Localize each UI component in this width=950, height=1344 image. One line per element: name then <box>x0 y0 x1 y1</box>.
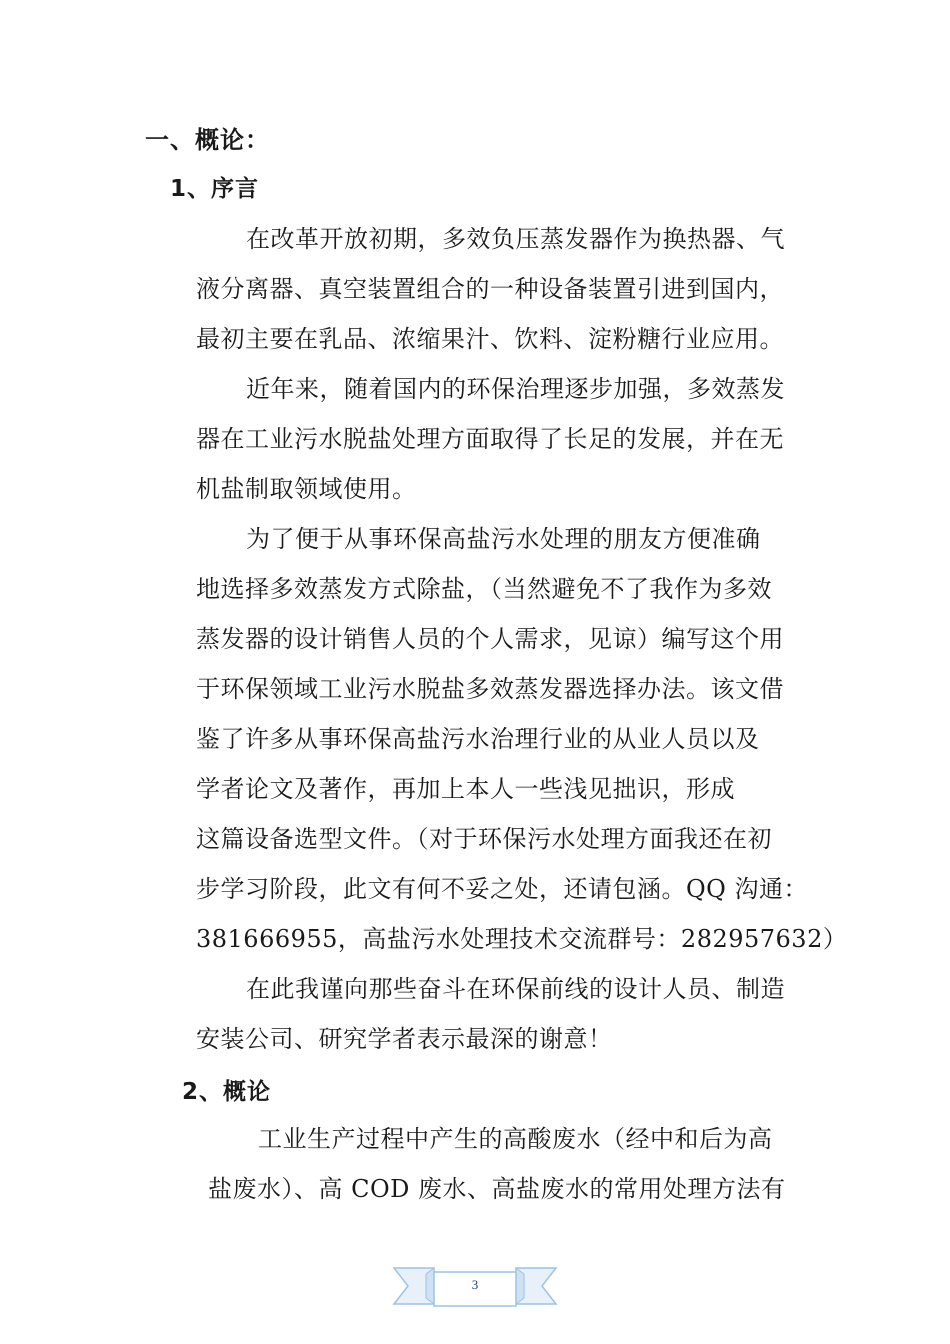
paragraph-line: 机盐制取领域使用。 <box>196 475 417 503</box>
paragraph-line: 在改革开放初期，多效负压蒸发器作为换热器、气 <box>246 225 785 253</box>
paragraph-line: 盐废水）、高 COD 废水、高盐废水的常用处理方法有 <box>208 1175 786 1203</box>
section-heading-overview: 2、概论 <box>182 1079 272 1105</box>
paragraph-line: 器在工业污水脱盐处理方面取得了长足的发展，并在无 <box>196 425 784 453</box>
paragraph-line: 工业生产过程中产生的高酸废水（经中和后为高 <box>258 1125 773 1153</box>
paragraph-line: 381666955，高盐污水处理技术交流群号：282957632） <box>196 925 848 953</box>
paragraph-line: 为了便于从事环保高盐污水处理的朋友方便准确 <box>246 525 761 553</box>
section-heading-preface: 1、序言 <box>170 176 260 202</box>
page-number: 3 <box>471 1277 479 1292</box>
paragraph-line: 在此我谨向那些奋斗在环保前线的设计人员、制造 <box>246 975 785 1003</box>
paragraph-line: 这篇设备选型文件。（对于环保污水处理方面我还在初 <box>196 825 772 853</box>
paragraph-line: 于环保领域工业污水脱盐多效蒸发器选择办法。该文借 <box>196 675 784 703</box>
chapter-heading: 一、概论： <box>145 126 270 154</box>
paragraph-line: 安装公司、研究学者表示最深的谢意！ <box>196 1025 613 1053</box>
paragraph-line: 鉴了许多从事环保高盐污水治理行业的从业人员以及 <box>196 725 760 753</box>
page-footer-ribbon <box>392 1264 558 1310</box>
paragraph-line: 步学习阶段，此文有何不妥之处，还请包涵。QQ 沟通： <box>196 875 808 903</box>
paragraph-line: 蒸发器的设计销售人员的个人需求，见谅）编写这个用 <box>196 625 784 653</box>
paragraph-line: 近年来，随着国内的环保治理逐步加强，多效蒸发 <box>246 375 785 403</box>
paragraph-line: 液分离器、真空装置组合的一种设备装置引进到国内， <box>196 275 784 303</box>
paragraph-line: 学者论文及著作，再加上本人一些浅见拙识，形成 <box>196 775 735 803</box>
paragraph-line: 地选择多效蒸发方式除盐，（当然避免不了我作为多效 <box>196 575 772 603</box>
paragraph-line: 最初主要在乳品、浓缩果汁、饮料、淀粉糖行业应用。 <box>196 325 784 353</box>
